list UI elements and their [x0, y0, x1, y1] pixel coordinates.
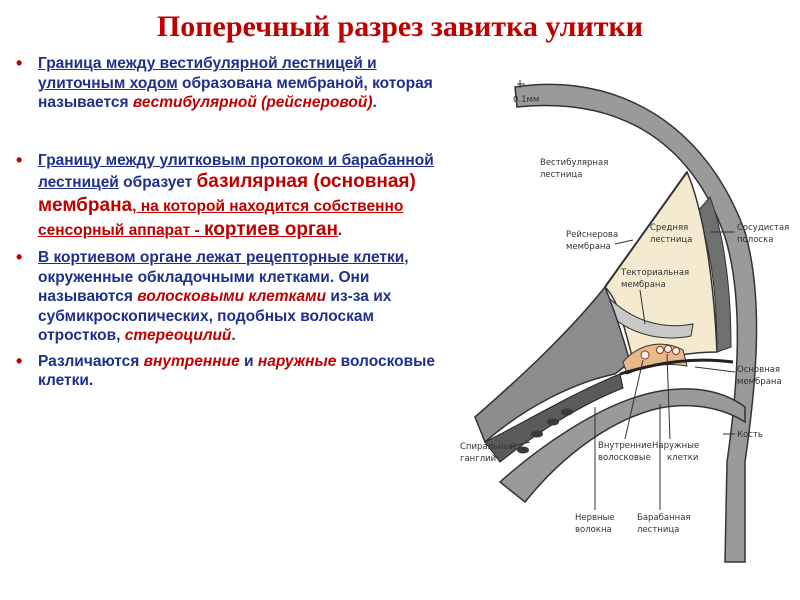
bullet-reissner-membrane	[14, 54, 454, 113]
label-inner-hair-1: Внутренние	[598, 441, 652, 451]
bullet-3-text: , окруженные обкладочными клетками. Они называются	[38, 249, 409, 305]
bullet-3-stereocilia: стереоцилий	[124, 327, 232, 344]
outer-hair-cell-2	[665, 346, 672, 353]
bullet-3-term: волосковыми клетками	[137, 288, 327, 305]
inner-hair-cell	[641, 351, 649, 359]
bullet-2-location: , на которой находится собственно сенсорный аппарат -	[38, 198, 404, 239]
bullet-1-underlined: Граница между вестибулярной лестницей и улиточным ходом	[38, 55, 377, 92]
label-stria-1: Сосудистая	[737, 223, 790, 233]
bullet-basilar-membrane	[14, 151, 454, 243]
bullet-2-underlined: Границу между улитковым протоком и барабанной лестницей	[38, 151, 434, 191]
label-vestibular-1: Вестибулярная	[540, 158, 609, 168]
label-middle-1: Средняя	[650, 223, 689, 233]
label-tectorial-1: Текториальная	[621, 268, 690, 278]
label-basilar-2: мембрана	[737, 377, 782, 387]
label-reissner-1: Рейснерова	[566, 230, 619, 240]
bullet-3-end: .	[231, 327, 236, 344]
label-inner-hair-2: волосковые	[598, 453, 651, 463]
scale-label: 0.1мм	[513, 95, 540, 105]
label-spiral-2: ганглий	[460, 454, 497, 464]
label-outer-hair-1: Наружные	[652, 441, 700, 451]
bullet-2-term: базилярная (основная) мембрана	[38, 171, 416, 216]
bullet-3-text2: из-за их субмикроскопических, подобных волоскам отростков,	[38, 288, 392, 344]
label-stria-2: полоска	[737, 235, 774, 245]
ganglion-cell-1	[531, 431, 543, 438]
bullet-1-end: .	[372, 94, 377, 111]
bullet-3-underlined: В кортиевом органе лежат	[38, 249, 246, 266]
outer-hair-cell-1	[657, 347, 664, 354]
bullet-4-outer: наружные	[257, 352, 337, 370]
label-tympanic-1: Барабанная	[637, 513, 691, 523]
label-basilar-1: Основная	[737, 365, 781, 375]
bullet-1-text: образована мембраной, которая называется	[38, 74, 433, 111]
bullet-cell-types	[14, 352, 454, 391]
bullet-2-end: .	[337, 222, 343, 239]
label-nerve-2: волокна	[575, 525, 612, 535]
bullet-4-and: и	[239, 352, 258, 370]
label-outer-hair-2: клетки	[667, 453, 699, 463]
label-vestibular-2: лестница	[540, 170, 583, 180]
bullet-2-corti: кортиев орган	[204, 219, 338, 240]
label-bone: Кость	[737, 430, 763, 440]
cochlea-cross-section-diagram	[455, 62, 790, 572]
label-tympanic-2: лестница	[637, 525, 680, 535]
slide-title: Поперечный разрез завитка улитки	[156, 10, 644, 43]
label-tectorial-2: мембрана	[621, 280, 666, 290]
bullet-hair-cells	[14, 248, 454, 346]
bullet-list	[14, 54, 454, 391]
bullet-3-receptor: рецепторные клетки	[245, 249, 405, 266]
bullet-2-text: образует	[118, 174, 197, 191]
label-middle-2: лестница	[650, 235, 693, 245]
outer-hair-cell-3	[673, 348, 680, 355]
label-nerve-1: Нервные	[575, 513, 615, 523]
ganglion-cell-2	[547, 419, 559, 426]
bullet-4-text: Различаются	[38, 352, 144, 370]
ganglion-cell-4	[561, 409, 573, 416]
label-reissner-2: мембрана	[566, 242, 611, 252]
ganglion-cell-3	[517, 447, 529, 454]
bullet-4-inner: внутренние	[143, 352, 240, 370]
label-spiral-1: Спиральный	[460, 442, 516, 452]
bullet-4-end: волосковые клетки.	[38, 352, 435, 389]
bullet-1-term: вестибулярной (рейснеровой)	[132, 94, 373, 111]
